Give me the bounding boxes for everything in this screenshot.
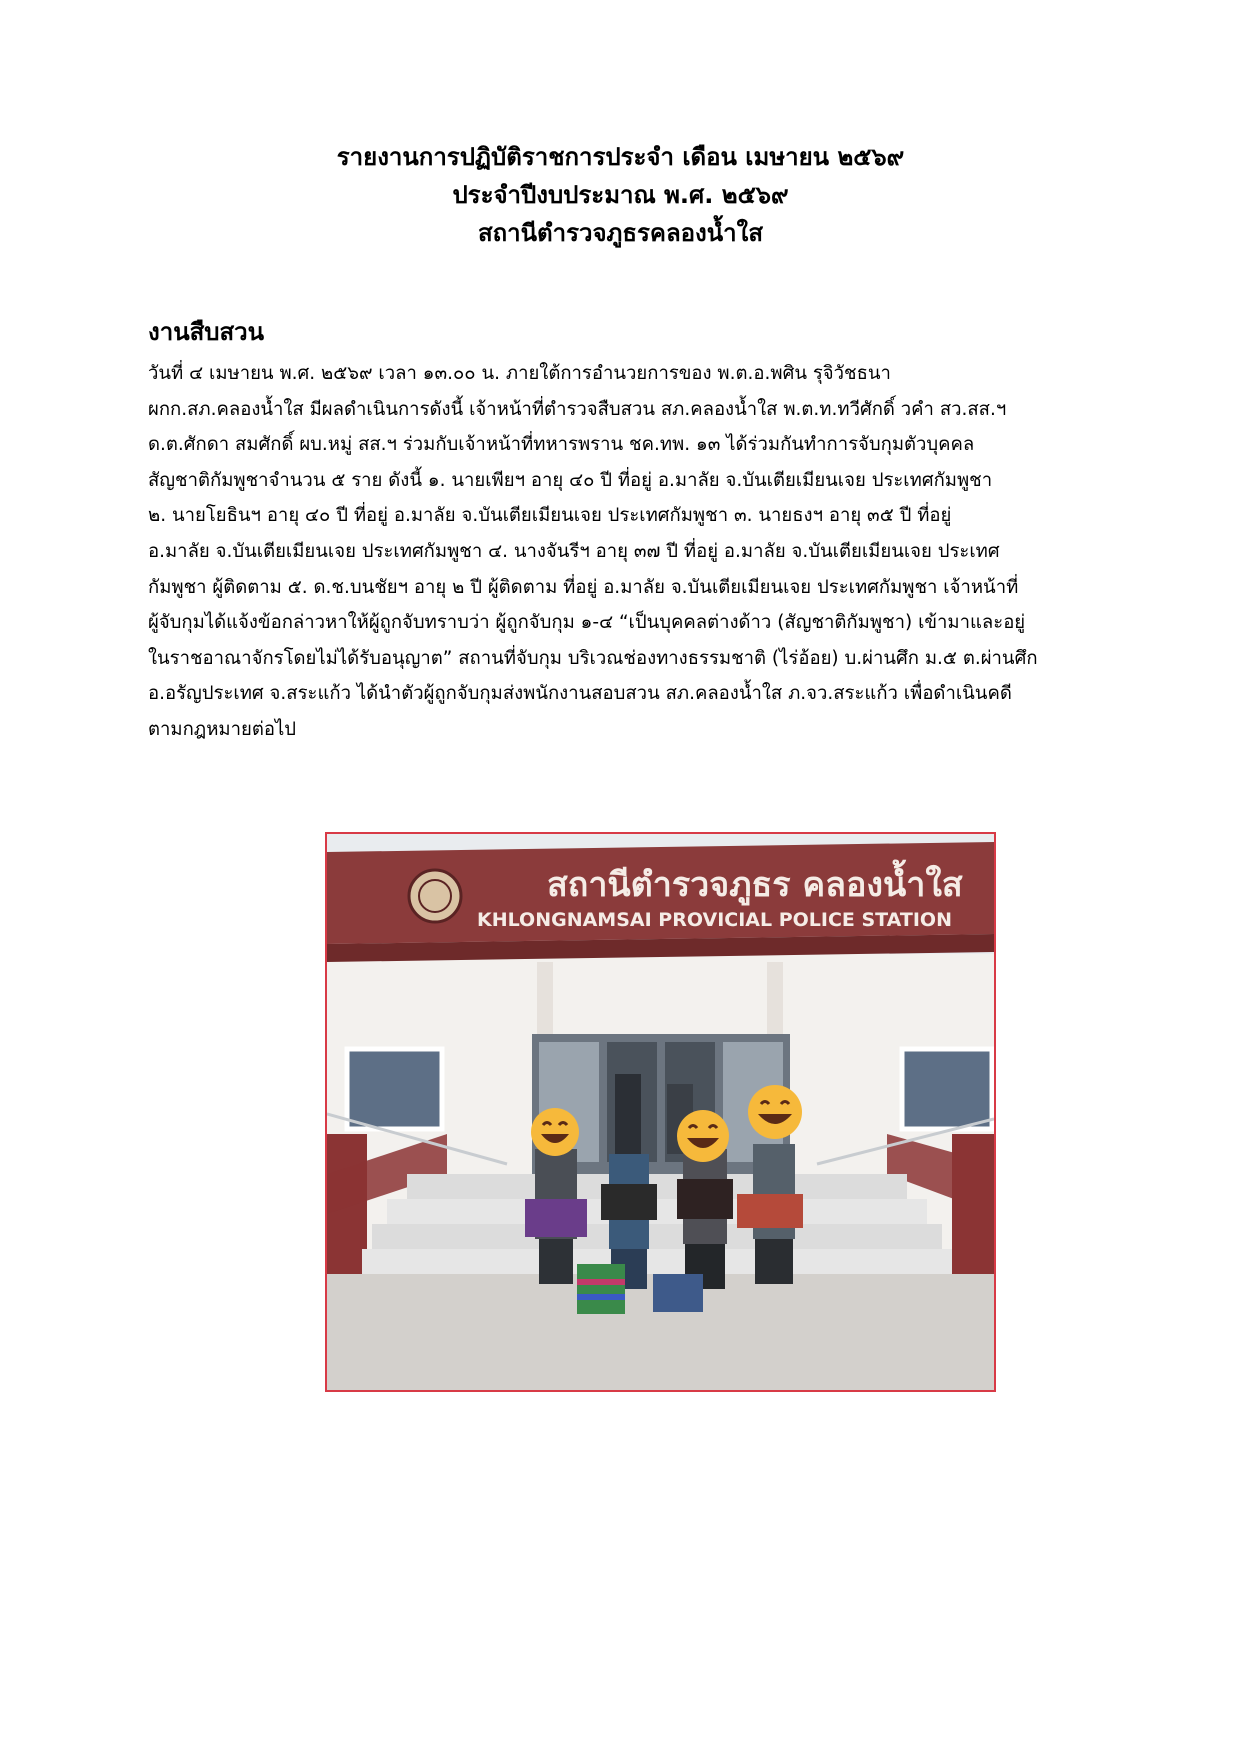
report-subtitle-fiscal-year: ประจำปีงบประมาณ พ.ศ. ๒๕๖๙ (452, 181, 789, 209)
smiley-face-icon (677, 1110, 729, 1162)
report-title: รายงานการปฏิบัติราชการประจำ เดือน เมษายน ๒๕๖๙ (336, 143, 905, 171)
body-line: ตามกฎหมายต่อไป (148, 718, 297, 740)
police-station-photo (325, 832, 996, 1392)
body-line: กัมพูชา ผู้ติดตาม ๕. ด.ช.บนชัยฯ อายุ ๒ ปี ผู้ติดตาม ที่อยู่ อ.มาลัย จ.บันเตียเมียนเจย ประเทศกัมพูชา เจ้าหน้าที่ (148, 576, 1019, 598)
body-line: สัญชาติกัมพูชาจำนวน ๕ ราย ดังนี้ ๑. นายเพียฯ อายุ ๔๐ ปี ที่อยู่ อ.มาลัย จ.บันเตียเมียนเจย ประเทศกัมพูชา (148, 469, 993, 491)
person (677, 1149, 733, 1289)
sign-thai-text: สถานีตำรวจภูธร คลองน้ำใส (547, 865, 963, 905)
police-emblem-icon (409, 870, 461, 922)
body-line: ผู้จับกุมได้แจ้งข้อกล่าวหาให้ผู้ถูกจับทราบว่า ผู้ถูกจับกุม ๑-๔ “เป็นบุคคลต่างด้าว (สัญชาติกัมพูชา) เข้ามาและอยู่ (148, 612, 1026, 634)
body-line: อ.มาลัย จ.บันเตียเมียนเจย ประเทศกัมพูชา ๔. นางจันรีฯ อายุ ๓๗ ปี ที่อยู่ อ.มาลัย จ.บันเตียเมียนเจย ประเทศ (148, 540, 1000, 562)
report-subtitle-station: สถานีตำรวจภูธรคลองน้ำใส (477, 219, 764, 247)
body-line: อ.อรัญประเทศ จ.สระแก้ว ได้นำตัวผู้ถูกจับกุมส่งพนักงานสอบสวน สภ.คลองน้ำใส ภ.จว.สระแก้ว เพื่อดำเนินคดี (148, 683, 1012, 705)
section-heading: งานสืบสวน (148, 318, 265, 346)
body-line: ในราชอาณาจักรโดยไม่ได้รับอนุญาต” สถานที่จับกุม บริเวณช่องทางธรรมชาติ (ไร่อ้อย) บ.ผ่านศึก ม.๕ ต.ผ่านศึก (148, 647, 1038, 669)
report-body (148, 356, 1124, 748)
body-line: ผกก.สภ.คลองน้ำใส มีผลดำเนินการดังนี้ เจ้าหน้าที่ตำรวจสืบสวน สภ.คลองน้ำใส พ.ต.ท.ทวีศักดิ์ วคำ สว.สส.ฯ (148, 398, 1007, 420)
body-line: วันที่ ๔ เมษายน พ.ศ. ๒๕๖๙ เวลา ๑๓.๐๐ น. ภายใต้การอำนวยการของ พ.ต.อ.พศิน รุจิวัชธนา (148, 363, 891, 384)
smiley-face-icon (748, 1085, 802, 1139)
smiley-face-icon (531, 1108, 579, 1156)
sign-english-text: KHLONGNAMSAI PROVICIAL POLICE STATION (477, 909, 952, 931)
body-line: ๒. นายโยธินฯ อายุ ๔๐ ปี ที่อยู่ อ.มาลัย จ.บันเตียเมียนเจย ประเทศกัมพูชา ๓. นายธงฯ อายุ ๓๕ ปี ที่อยู่ (148, 505, 952, 527)
body-line: ด.ต.ศักดา สมศักดิ์ ผบ.หมู่ สส.ฯ ร่วมกับเจ้าหน้าที่ทหารพราน ชค.ทพ. ๑๓ ได้ร่วมกันทำการจับกุมตัวบุคคล (148, 434, 975, 456)
